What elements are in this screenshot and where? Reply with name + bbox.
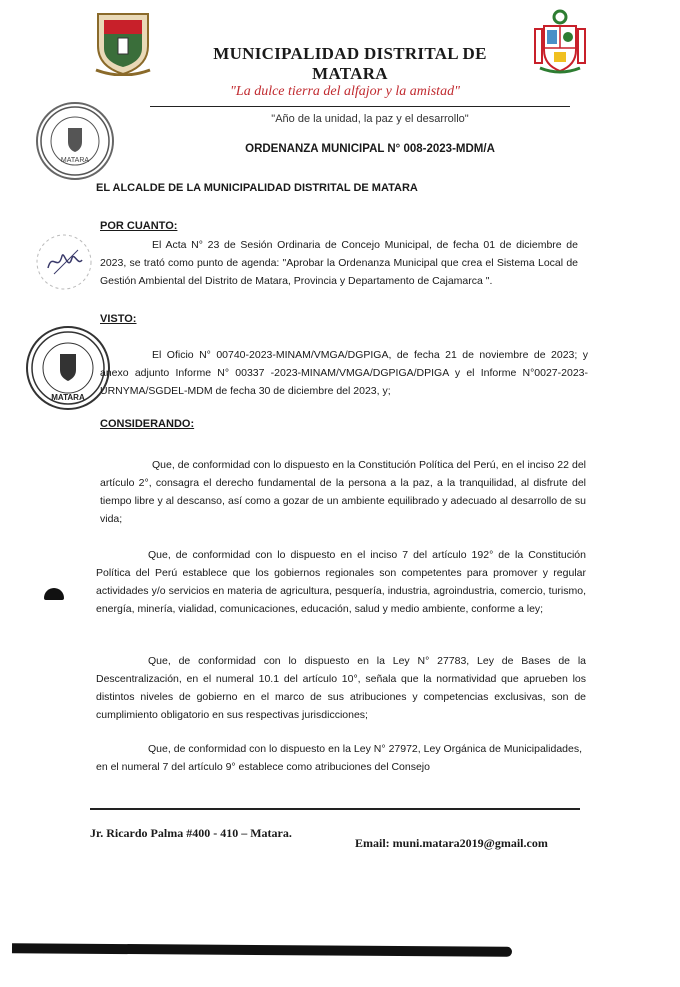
considerando-paragraph: Que, de conformidad con lo dispuesto en la Ley N° 27783, Ley de Bases de la Descentralización, en el numeral 10.1 del artículo 10°, señala que la normatividad que aprueben los distintos niveles de gobierno en el marco de sus atribuciones y competencias exclusivas, son de cumplimiento obligatorio en sus respectivas jurisdicciones; bbox=[96, 655, 586, 721]
svg-text:MATARA: MATARA bbox=[60, 157, 90, 164]
considerando-paragraph: Que, de conformidad con lo dispuesto en la Ley N° 27972, Ley Orgánica de Municipalidades, en el numeral 7 del artículo 9° establece como atribuciones del Consejo bbox=[96, 743, 582, 773]
header-divider bbox=[150, 106, 570, 107]
municipal-crest-logo bbox=[92, 10, 154, 76]
por-cuanto-heading: POR CUANTO: bbox=[100, 220, 178, 232]
ordinance-number: ORDENANZA MUNICIPAL N° 008-2023-MDM/A bbox=[245, 143, 495, 155]
considerando-paragraph: Que, de conformidad con lo dispuesto en el inciso 7 del artículo 192° de la Constitución Política del Perú establece que los gobiernos regionales son competentes para promover y regular actividades y/o servicios en materia de agricultura, pesquería, industria, agroindustria, comercio, turismo, energía, minería, vialidad, comunicaciones, educación, salud y medio ambiente, conforme a ley; bbox=[96, 549, 586, 615]
issuer-line: EL ALCALDE DE LA MUNICIPALIDAD DISTRITAL DE MATARA bbox=[96, 182, 418, 194]
visto-paragraph: El Oficio N° 00740-2023-MINAM/VMGA/DGPIGA, de fecha 21 de noviembre de 2023; y anexo adjunto Informe N° 00337 -2023-MINAM/VMGA/DGPIGA/DPIGA y el Informe N°0027-2023-URNYMA/SGDEL-MDM de fecha 30 de diciembre del 2023, y; bbox=[100, 349, 588, 397]
footer-divider bbox=[90, 808, 580, 810]
signature-mark bbox=[34, 232, 94, 292]
svg-text:MATARA: MATARA bbox=[51, 393, 85, 402]
por-cuanto-paragraph: El Acta N° 23 de Sesión Ordinaria de Concejo Municipal, de fecha 01 de diciembre de 2023, se trató como punto de agenda: "Aprobar la Ordenanza Municipal que crea el Sistema Local de Gestión Ambiental del Distrito de Matara, Provincia y Departamento de Cajamarca ". bbox=[100, 239, 578, 287]
visto-heading: VISTO: bbox=[100, 313, 137, 325]
peru-coat-of-arms-logo bbox=[532, 8, 588, 76]
scan-blot bbox=[44, 588, 64, 600]
considerando-heading: CONSIDERANDO: bbox=[100, 418, 195, 430]
municipality-title: MUNICIPALIDAD DISTRITAL DE MATARA bbox=[213, 44, 487, 83]
municipal-motto: "La dulce tierra del alfajor y la amistad" bbox=[230, 84, 460, 99]
municipal-seal-stamp-2 bbox=[26, 326, 110, 410]
footer-address: Jr. Ricardo Palma #400 - 410 – Matara. bbox=[90, 826, 292, 840]
footer-email: Email: muni.matara2019@gmail.com bbox=[355, 836, 548, 850]
year-motto: "Año de la unidad, la paz y el desarrollo" bbox=[271, 113, 469, 125]
scan-edge-bar bbox=[12, 943, 512, 956]
considerando-paragraph: Que, de conformidad con lo dispuesto en la Constitución Política del Perú, en el inciso 22 del artículo 2°, consagra el derecho fundamental de la persona a la paz, a la tranquilidad, al disfrute del tiempo libre y al descanso, así como a gozar de un ambiente equilibrado y adecuado al desarrollo de su vida; bbox=[100, 459, 586, 525]
municipal-seal-stamp bbox=[36, 102, 114, 180]
